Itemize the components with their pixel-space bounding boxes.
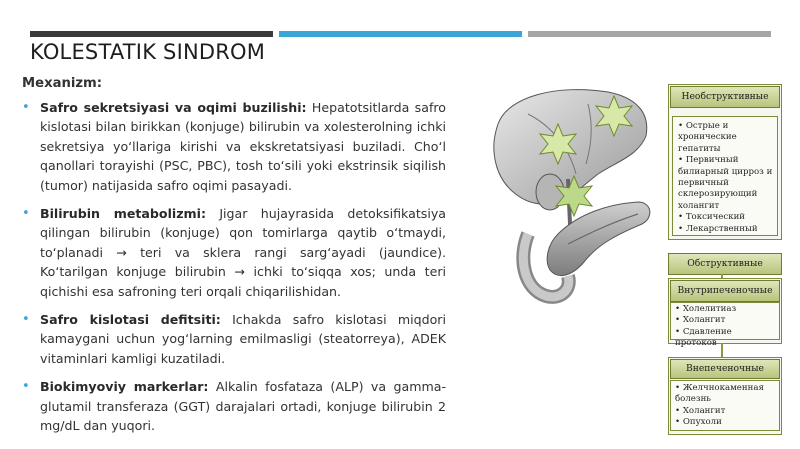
nonobstructive-list-box xyxy=(672,116,778,236)
obstructive-header: Обструктивные xyxy=(668,253,782,275)
connector-line xyxy=(721,343,723,357)
top-bar-gray xyxy=(528,31,771,37)
bullet-item xyxy=(18,377,446,435)
bullet-item xyxy=(18,204,446,301)
bullet-text: Hepatotsitlarda safro kislotasi bilan birikkan (konjuge) bilirubin va xolesterolning ichki sekretsiya yo‘llariga kirishi va ekskretatsiyasi buziladi. Cho‘l qanollari torayishi (PSC, PBC), tosh to‘sili yoki ekstrinsik siqilish (tumor) natijasida safro oqimi pasayadi. xyxy=(40,100,446,193)
bullet-item xyxy=(18,310,446,368)
list-item: • Холангит xyxy=(675,405,726,416)
list-item: • Лекарственный xyxy=(678,223,758,234)
nonobstructive-list xyxy=(673,117,777,235)
bullet-icon: • xyxy=(22,379,30,395)
list-item: • Острые и хронические гепатиты xyxy=(678,121,737,154)
bullet-term: Safro sekretsiyasi va oqimi buzilishi: xyxy=(40,100,307,115)
slide-subtitle: Mexanizm: xyxy=(22,76,103,91)
top-bar-blue xyxy=(279,31,522,37)
bullet-item xyxy=(18,98,446,195)
bullet-icon: • xyxy=(22,100,30,115)
extrahepatic-list-box xyxy=(670,380,780,431)
list-item: • Первичный билиарный цирроз и первичный склерозирующий холангит xyxy=(678,155,773,211)
list-item: • Холелитиаз xyxy=(675,304,737,314)
bullet-icon: • xyxy=(22,312,30,328)
intrahepatic-list xyxy=(671,303,779,350)
list-item: • Желчнокаменная болезнь xyxy=(675,383,764,405)
nonobstructive-header: Необструктивные xyxy=(670,86,780,108)
bullet-text: Alkalin fosfataza (ALP) va gamma-glutamil transferaza (GGT) darajalari ortadi, konjuge bilirubin 2 mg/dL dan yuqori. xyxy=(40,379,447,434)
list-item: • Сдавление протоков xyxy=(675,326,732,349)
intrahepatic-list-box xyxy=(670,302,780,349)
bullet-term: Safro kislotasi defitsiti: xyxy=(40,312,221,328)
slide-title: KOLESTATIK SINDROM xyxy=(30,40,266,64)
list-item: • Токсический xyxy=(678,212,746,223)
bullet-text: Ichakda safro kislotasi miqdori kamaygani uchun yog‘larning emilmasligi (steatorreya), ADEK vitaminlari kamligi kuzatiladi. xyxy=(40,312,446,366)
list-item: • Холангит xyxy=(675,315,726,326)
list-item: • Опухоли xyxy=(675,417,722,428)
bullet-text: Jigar hujayrasida detoksifikatsiya qilingan bilirubin (konjuge) qon tomirlarga qaytib o‘tmaydi, to‘planadi → teri va sklera rangi sarg‘ayadi (jaundice). Ko‘tarilgan konjuge bilirubin → ichki to‘siqqa xos; unda teri qichishi esa safroning teri orqali chiqarilishidan. xyxy=(40,206,446,299)
intrahepatic-header: Внутрипеченочные xyxy=(670,280,780,302)
extrahepatic-header: Внепеченочные xyxy=(670,359,780,379)
liver-pancreas-illustration xyxy=(488,84,654,304)
extrahepatic-list xyxy=(671,381,779,429)
bullet-term: Biokimyoviy markerlar: xyxy=(40,379,209,395)
top-bar-dark xyxy=(30,31,273,37)
bullet-icon: • xyxy=(22,206,30,222)
bullet-term: Bilirubin metabolizmi: xyxy=(40,206,207,222)
bullet-list xyxy=(18,98,446,445)
